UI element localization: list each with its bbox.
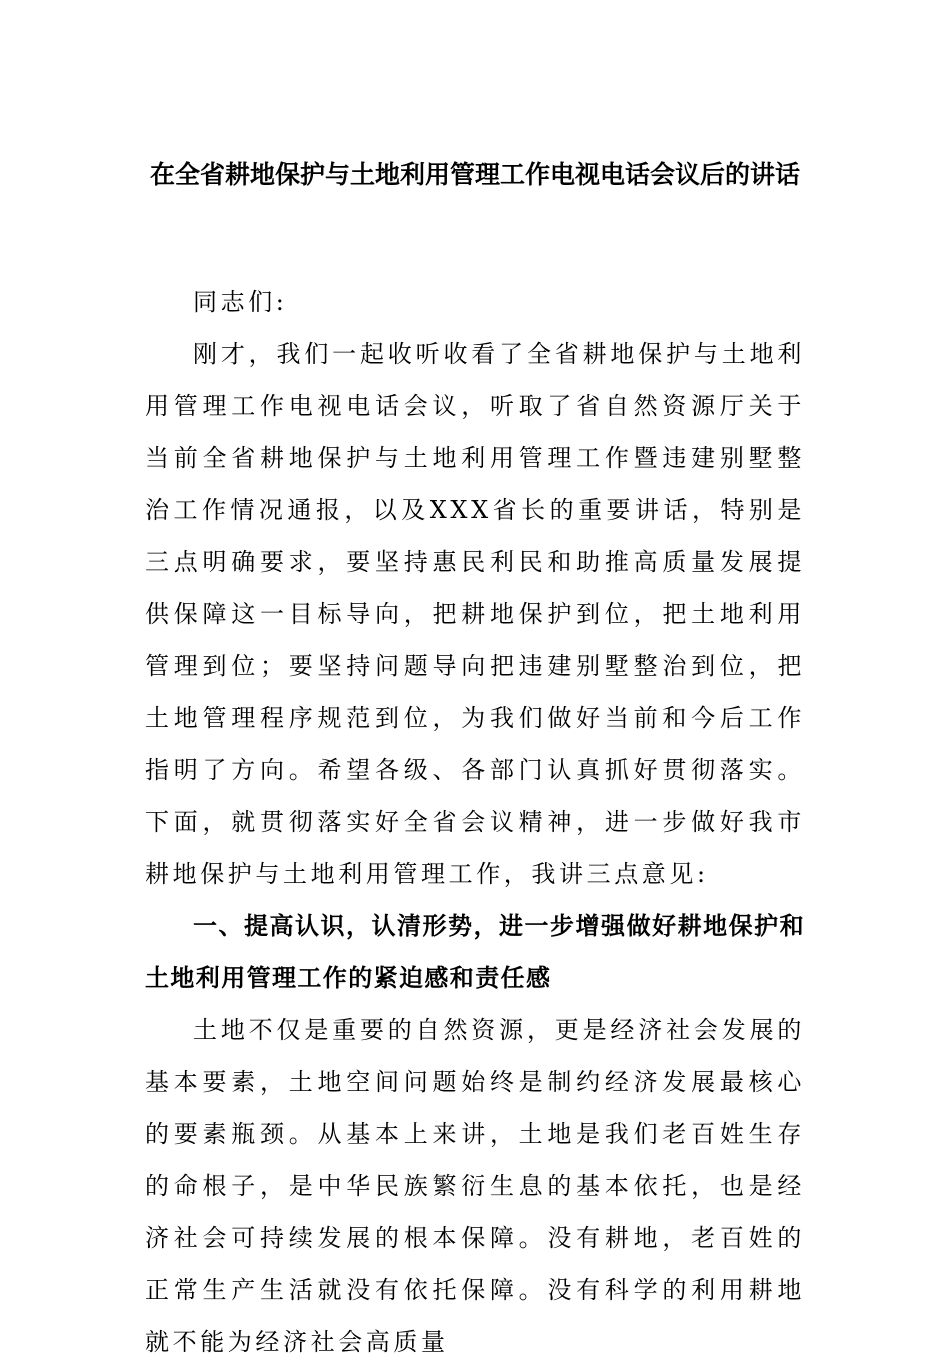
document-body bbox=[145, 276, 805, 1368]
salutation: 同志们: bbox=[193, 288, 288, 316]
opening-paragraph: 刚才，我们一起收听收看了全省耕地保护与土地利用管理工作电视电话会议，听取了省自然资源厅关于当前全省耕地保护与土地利用管理工作暨违建别墅整治工作情况通报，以及XXX省长的重要讲话，特别是三点明确要求，要坚持惠民利民和助推高质量发展提供保障这一目标导向，把耕地保护到位，把土地利用管理到位；要坚持问题导向把违建别墅整治到位，把土地管理程序规范到位，为我们做好当前和今后工作指明了方向。希望各级、各部门认真抓好贯彻落实。下面，就贯彻落实好全省会议精神，进一步做好我市耕地保护与土地利用管理工作，我讲三点意见: bbox=[145, 340, 805, 888]
document-title: 在全省耕地保护与土地利用管理工作电视电话会议后的讲话 bbox=[149, 160, 800, 189]
section-1-paragraph: 土地不仅是重要的自然资源，更是经济社会发展的基本要素，土地空间问题始终是制约经济发展最核心的要素瓶颈。从基本上来讲，土地是我们老百姓生存的命根子，是中华民族繁衍生息的基本依托，也是经济社会可持续发展的根本保障。没有耕地，老百姓的正常生产生活就没有依托保障。没有科学的利用耕地就不能为经济社会高质量 bbox=[145, 1016, 805, 1356]
section-heading-1: 一、提高认识，认清形势，进一步增强做好耕地保护和土地利用管理工作的紧迫感和责任感 bbox=[145, 912, 805, 992]
